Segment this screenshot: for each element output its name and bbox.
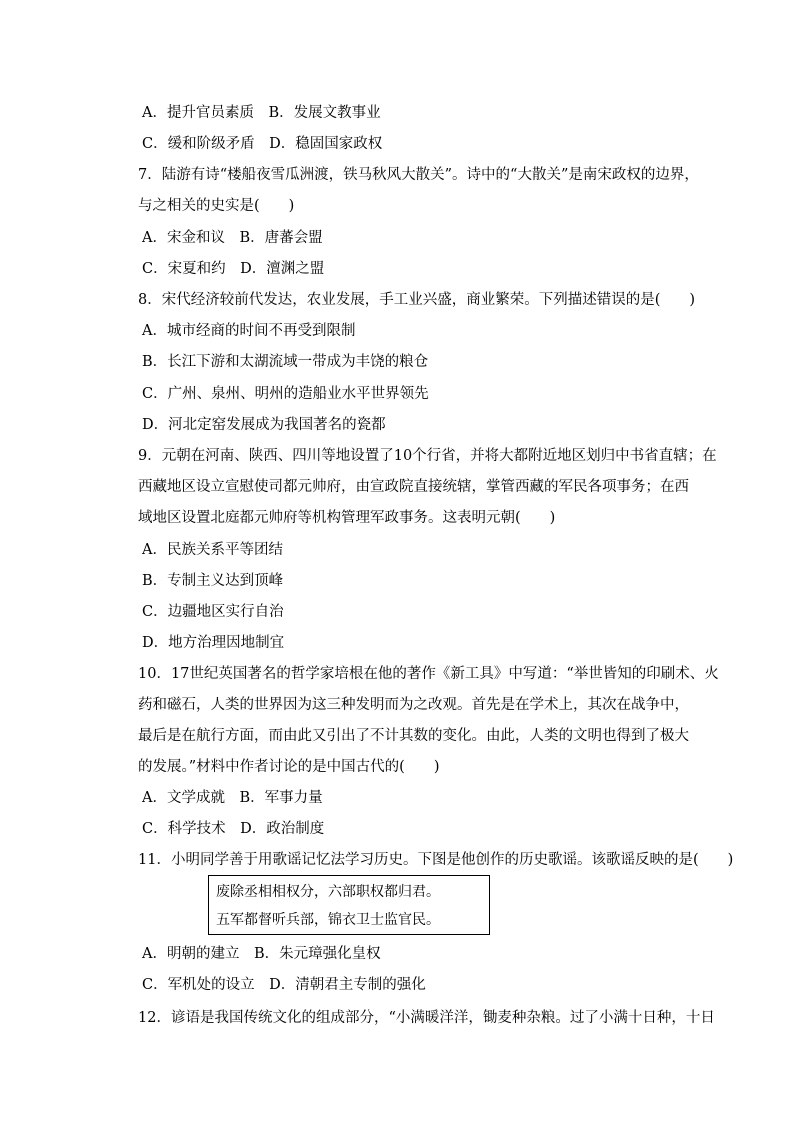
q11-ballad-line1: 废除丞相相权分，六部职权都归君。 (216, 884, 440, 900)
q8-option-a: A．城市经商的时间不再受到限制 (142, 323, 356, 339)
q10-stem-line2: 药和磁石，人类的世界因为这三种发明而为之改观。首先是在学术上，其次在战争中， (138, 697, 689, 713)
q9-stem-line1: 9．元朝在河南、陕西、四川等地设置了10个行省，并将大都附近地区划归中书省直辖；在 (138, 448, 717, 464)
q6-option-ab: A．提升官员素质 B．发展文教事业 (142, 105, 381, 121)
q8-option-c: C．广州、泉州、明州的造船业水平世界领先 (142, 386, 429, 402)
q11-option-cd: C．军机处的设立 D．清朝君主专制的强化 (142, 977, 426, 993)
q9-option-b: B．专制主义达到顶峰 (142, 573, 284, 589)
q9-stem-line2: 西藏地区设立宣慰使司都元帅府，由宣政院直接统辖，掌管西藏的军民各项事务；在西 (138, 479, 689, 495)
q9-option-a: A．民族关系平等团结 (142, 542, 283, 558)
q10-option-ab: A．文学成就 B．军事力量 (142, 790, 323, 806)
q11-stem: 11．小明同学善于用歌谣记忆法学习历史。下图是他创作的历史歌谣。该歌谣反映的是( ) (138, 852, 734, 868)
q8-option-b: B．长江下游和太湖流域一带成为丰饶的粮仓 (142, 354, 429, 370)
q11-ballad-line2: 五军都督听兵部，锦衣卫士监官民。 (216, 912, 440, 928)
q9-stem-line3: 域地区设置北庭都元帅府等机构管理军政事务。这表明元朝( ) (138, 510, 556, 526)
q8-option-d: D．河北定窑发展成为我国著名的瓷都 (142, 417, 386, 433)
q6-option-cd: C．缓和阶级矛盾 D．稳固国家政权 (142, 136, 383, 152)
q9-option-d: D．地方治理因地制宜 (142, 635, 285, 651)
q12-stem: 12．谚语是我国传统文化的组成部分，“小满暖洋洋，锄麦种杂粮。过了小满十日种，十日 (138, 1010, 715, 1026)
q7-option-ab: A．宋金和议 B．唐蕃会盟 (142, 230, 323, 246)
q10-stem-line4: 的发展。”材料中作者讨论的是中国古代的( ) (138, 759, 440, 775)
q8-stem: 8．宋代经济较前代发达，农业发展，手工业兴盛，商业繁荣。下列描述错误的是( ) (138, 292, 696, 308)
q10-option-cd: C．科学技术 D．政治制度 (142, 821, 325, 837)
q7-option-cd: C．宋夏和约 D．澶渊之盟 (142, 261, 325, 277)
q9-option-c: C．边疆地区实行自治 (142, 604, 284, 620)
q11-option-ab: A．明朝的建立 B．朱元璋强化皇权 (142, 946, 381, 962)
q11-ballad-box (208, 875, 490, 935)
q7-stem-line2: 与之相关的史实是( ) (138, 198, 295, 214)
q10-stem-line3: 最后是在航行方面，而由此又引出了不计其数的变化。由此，人类的文明也得到了极大 (138, 728, 689, 744)
q7-stem-line1: 7．陆游有诗“楼船夜雪瓜洲渡，铁马秋风大散关”。诗中的“大散关”是南宋政权的边界， (138, 167, 699, 183)
q10-stem-line1: 10．17世纪英国著名的哲学家培根在他的著作《新工具》中写道：“举世皆知的印刷术、火 (138, 666, 719, 682)
